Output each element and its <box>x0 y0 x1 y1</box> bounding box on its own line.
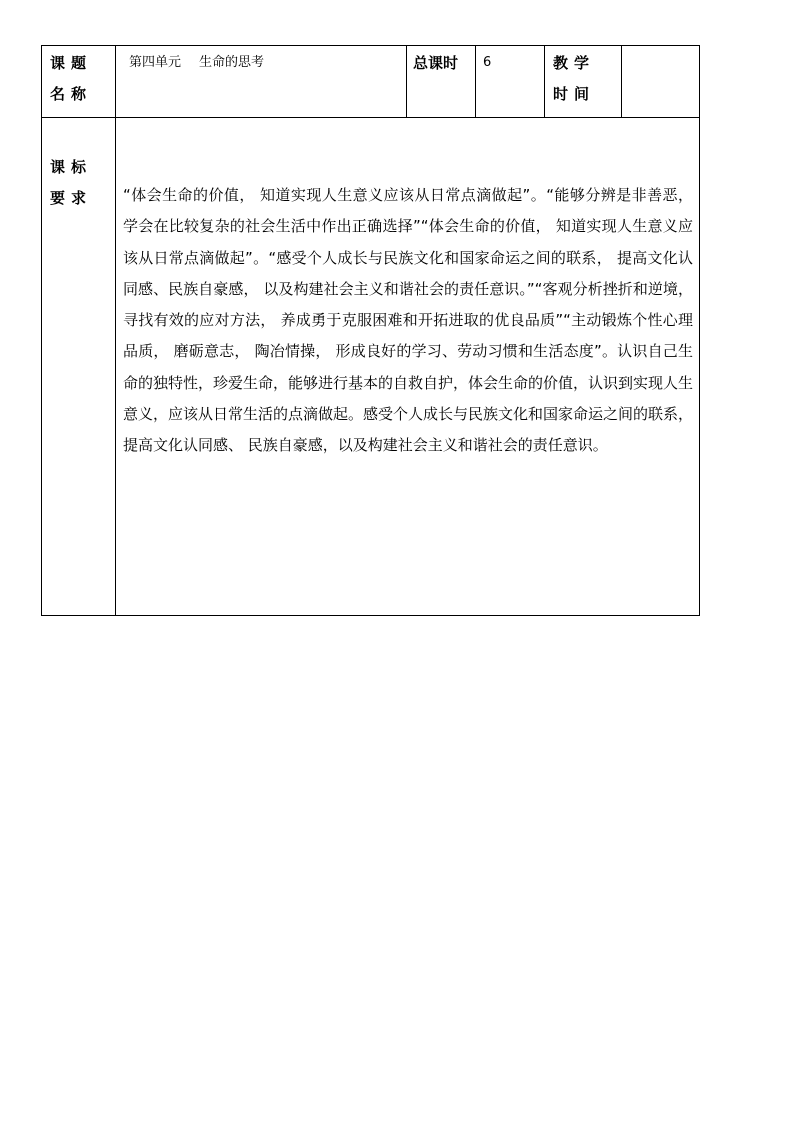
course-title-label: 课题名称 <box>42 46 116 118</box>
course-title-topic: 生命的思考 <box>199 55 265 70</box>
course-title-unit: 第四单元 <box>129 55 182 70</box>
curriculum-requirements-cell <box>116 118 700 616</box>
lesson-plan-table <box>41 45 700 616</box>
curriculum-label: 课标要求 <box>42 118 116 616</box>
total-hours-value: 6 <box>476 46 545 118</box>
curriculum-requirements-text: “体会生命的价值， 知道实现人生意义应该从日常点滴做起”。“能够分辨是非善恶， 学会在比较复杂的社会生活中作出正确选择”“体会生命的价值， 知道实现人生意义应该从日常点滴做起”。“感受个人成长与民族文化和国家命运之间的联系， 提高文化认同感、民族自豪感， 以及构建社会主义和谐社会的责任意识。”“客观分析挫折和逆境， 寻找有效的应对方法， 养成勇于克服困难和开拓进取的优良品质”“主动锻炼个性心理品质， 磨砺意志， 陶冶情操， 形成良好的学习、劳动习惯和生活态度”。认识自己生命的独特性，珍爱生命，能够进行基本的自救自护，体会生命的价值，认识到实现人生意义，应该从日常生活的点滴做起。感受个人成长与民族文化和国家命运之间的联系， 提高文化认同感、 民族自豪感，以及构建社会主义和谐社会的责任意识。 <box>123 186 694 455</box>
teaching-time-value <box>622 46 700 118</box>
course-title-value <box>116 46 407 118</box>
curriculum-row <box>42 118 700 616</box>
total-hours-label: 总课时 <box>407 46 476 118</box>
teaching-time-label: 教学时间 <box>545 46 622 118</box>
header-row <box>42 46 700 118</box>
